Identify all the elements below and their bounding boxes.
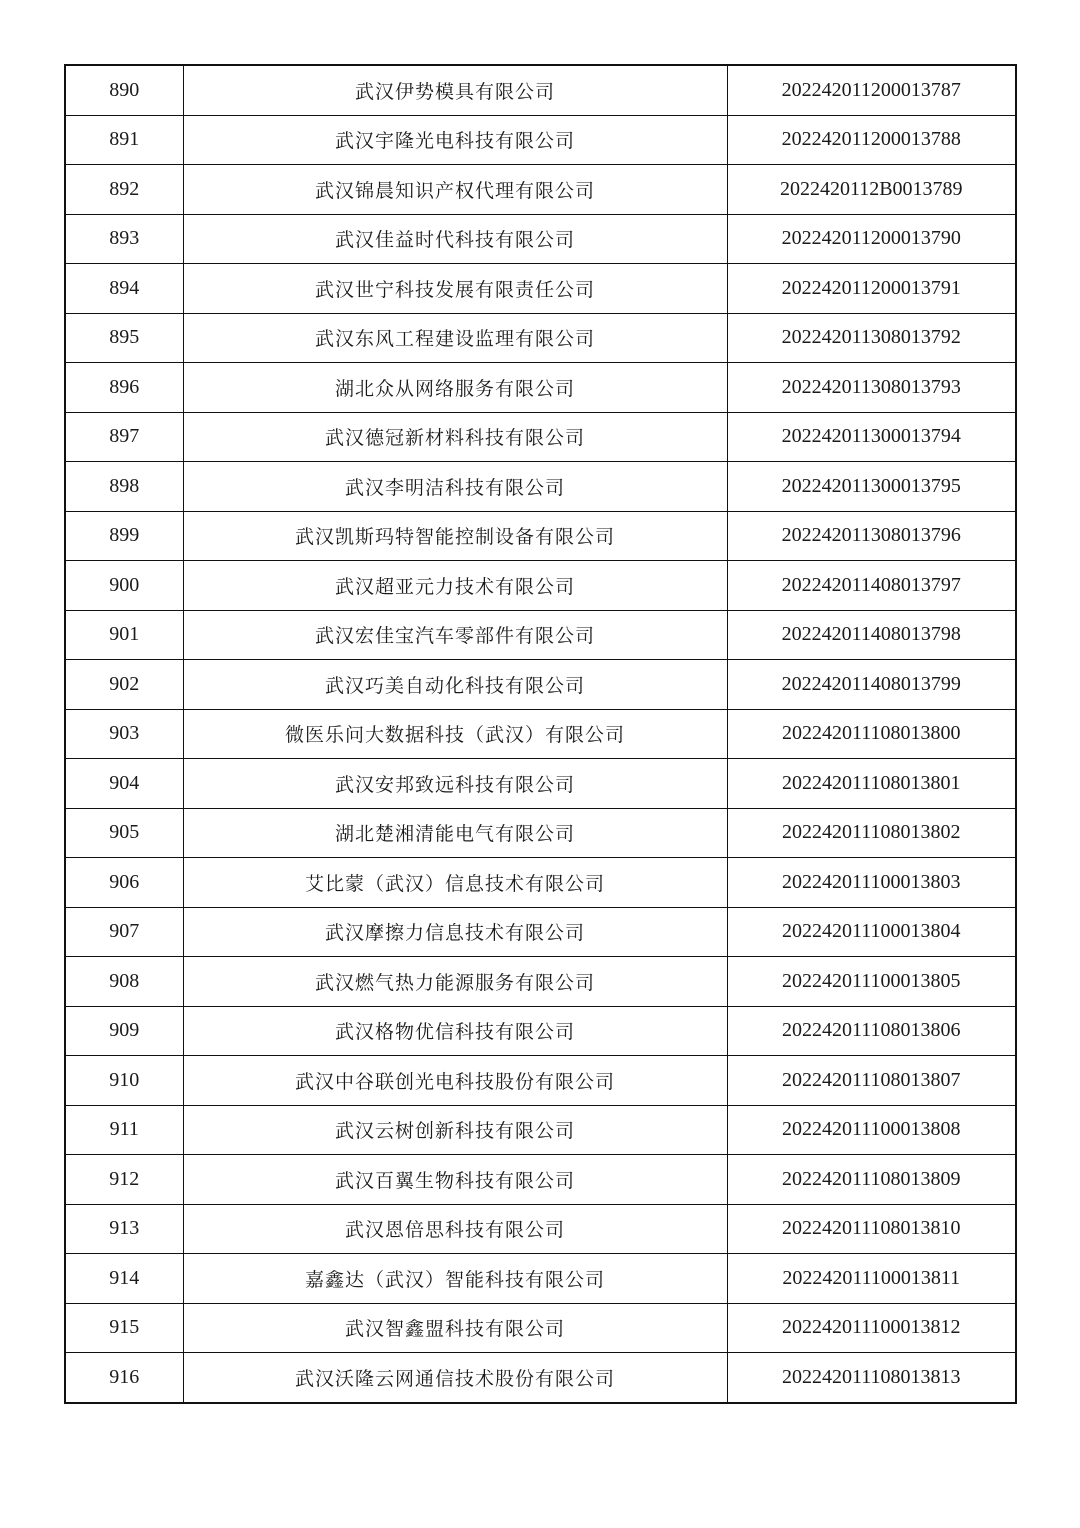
registration-code-cell: 202242011100013803 [727,858,1016,908]
registration-code-cell: 202242011200013788 [727,115,1016,165]
registration-code-cell: 202242011108013813 [727,1353,1016,1403]
company-name-cell: 武汉超亚元力技术有限公司 [183,561,727,611]
company-name-cell: 武汉德冠新材料科技有限公司 [183,412,727,462]
company-name-cell: 武汉燃气热力能源服务有限公司 [183,957,727,1007]
row-number-cell: 908 [65,957,183,1007]
company-name-cell: 武汉沃隆云网通信技术股份有限公司 [183,1353,727,1403]
table-row [65,264,1016,314]
registration-code-cell: 202242011100013805 [727,957,1016,1007]
registration-code-cell: 202242011408013798 [727,610,1016,660]
registry-table [64,64,1017,1404]
table-row [65,1353,1016,1403]
table-row [65,115,1016,165]
table-row [65,1105,1016,1155]
registration-code-cell: 202242011200013787 [727,65,1016,115]
registration-code-cell: 202242011108013809 [727,1155,1016,1205]
table-row [65,1056,1016,1106]
table-row [65,808,1016,858]
registration-code-cell: 202242011108013801 [727,759,1016,809]
registration-code-cell: 202242011308013796 [727,511,1016,561]
table-row [65,858,1016,908]
registration-code-cell: 202242011408013799 [727,660,1016,710]
row-number-cell: 912 [65,1155,183,1205]
row-number-cell: 915 [65,1303,183,1353]
table-row [65,709,1016,759]
company-name-cell: 武汉安邦致远科技有限公司 [183,759,727,809]
row-number-cell: 906 [65,858,183,908]
company-name-cell: 武汉恩倍思科技有限公司 [183,1204,727,1254]
registration-code-cell: 202242011108013800 [727,709,1016,759]
table-row [65,1254,1016,1304]
row-number-cell: 904 [65,759,183,809]
registration-code-cell: 202242011100013808 [727,1105,1016,1155]
row-number-cell: 913 [65,1204,183,1254]
company-name-cell: 武汉凯斯玛特智能控制设备有限公司 [183,511,727,561]
company-name-cell: 武汉百翼生物科技有限公司 [183,1155,727,1205]
company-name-cell: 湖北众从网络服务有限公司 [183,363,727,413]
company-name-cell: 武汉摩擦力信息技术有限公司 [183,907,727,957]
registration-code-cell: 202242011300013795 [727,462,1016,512]
company-name-cell: 武汉佳益时代科技有限公司 [183,214,727,264]
row-number-cell: 891 [65,115,183,165]
table-row [65,412,1016,462]
table-row [65,462,1016,512]
table-row [65,561,1016,611]
table-row [65,1204,1016,1254]
company-name-cell: 武汉锦晨知识产权代理有限公司 [183,165,727,215]
table-row [65,759,1016,809]
table-row [65,313,1016,363]
table-row [65,610,1016,660]
company-name-cell: 武汉巧美自动化科技有限公司 [183,660,727,710]
registry-table-body [65,65,1016,1403]
registration-code-cell: 202242011108013807 [727,1056,1016,1106]
row-number-cell: 897 [65,412,183,462]
registration-code-cell: 202242011108013802 [727,808,1016,858]
row-number-cell: 892 [65,165,183,215]
company-name-cell: 武汉中谷联创光电科技股份有限公司 [183,1056,727,1106]
row-number-cell: 909 [65,1006,183,1056]
row-number-cell: 902 [65,660,183,710]
company-name-cell: 武汉东风工程建设监理有限公司 [183,313,727,363]
row-number-cell: 894 [65,264,183,314]
row-number-cell: 911 [65,1105,183,1155]
row-number-cell: 900 [65,561,183,611]
company-name-cell: 武汉宏佳宝汽车零部件有限公司 [183,610,727,660]
registration-code-cell: 202242011108013810 [727,1204,1016,1254]
company-name-cell: 艾比蒙（武汉）信息技术有限公司 [183,858,727,908]
row-number-cell: 893 [65,214,183,264]
table-row [65,907,1016,957]
company-name-cell: 武汉伊势模具有限公司 [183,65,727,115]
table-row [65,1303,1016,1353]
row-number-cell: 895 [65,313,183,363]
registration-code-cell: 202242011200013790 [727,214,1016,264]
table-row [65,363,1016,413]
registration-code-cell: 202242011300013794 [727,412,1016,462]
table-row [65,214,1016,264]
row-number-cell: 903 [65,709,183,759]
row-number-cell: 916 [65,1353,183,1403]
registration-code-cell: 20224201​12B0013789 [727,165,1016,215]
row-number-cell: 890 [65,65,183,115]
company-name-cell: 武汉世宁科技发展有限责任公司 [183,264,727,314]
table-row [65,511,1016,561]
company-name-cell: 湖北楚湘清能电气有限公司 [183,808,727,858]
row-number-cell: 910 [65,1056,183,1106]
table-row [65,660,1016,710]
row-number-cell: 898 [65,462,183,512]
company-name-cell: 微医乐问大数据科技（武汉）有限公司 [183,709,727,759]
company-name-cell: 武汉格物优信科技有限公司 [183,1006,727,1056]
table-row [65,1155,1016,1205]
registration-code-cell: 202242011100013812 [727,1303,1016,1353]
row-number-cell: 896 [65,363,183,413]
row-number-cell: 899 [65,511,183,561]
registration-code-cell: 202242011200013791 [727,264,1016,314]
row-number-cell: 914 [65,1254,183,1304]
row-number-cell: 901 [65,610,183,660]
table-row [65,1006,1016,1056]
registration-code-cell: 202242011408013797 [727,561,1016,611]
row-number-cell: 907 [65,907,183,957]
table-row [65,957,1016,1007]
company-name-cell: 武汉智鑫盟科技有限公司 [183,1303,727,1353]
table-row [65,65,1016,115]
registration-code-cell: 202242011308013792 [727,313,1016,363]
company-name-cell: 武汉李明洁科技有限公司 [183,462,727,512]
company-name-cell: 嘉鑫达（武汉）智能科技有限公司 [183,1254,727,1304]
registration-code-cell: 202242011100013804 [727,907,1016,957]
registration-code-cell: 202242011100013811 [727,1254,1016,1304]
company-name-cell: 武汉宇隆光电科技有限公司 [183,115,727,165]
registration-code-cell: 202242011308013793 [727,363,1016,413]
registration-code-cell: 202242011108013806 [727,1006,1016,1056]
table-row [65,165,1016,215]
company-name-cell: 武汉云树创新科技有限公司 [183,1105,727,1155]
row-number-cell: 905 [65,808,183,858]
